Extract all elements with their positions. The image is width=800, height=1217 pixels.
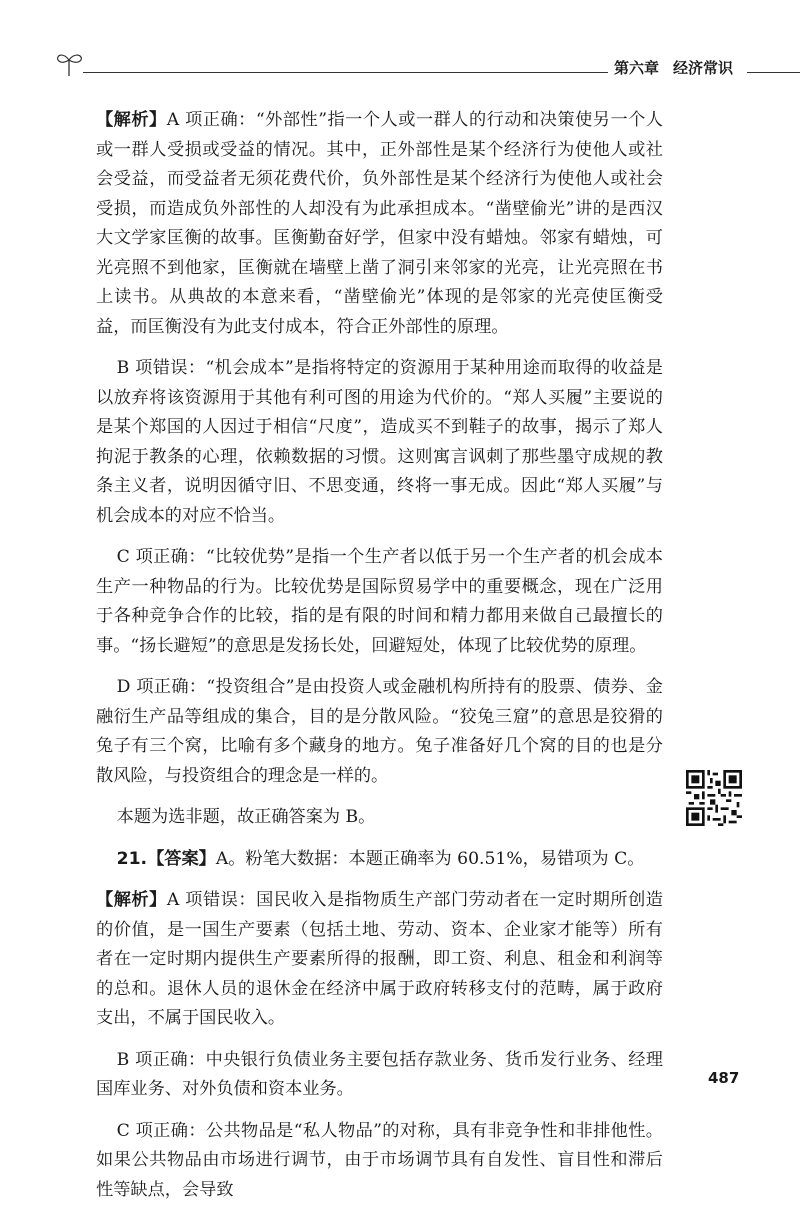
paragraph-text: A 项错误：国民收入是指物质生产部门劳动者在一定时期所创造的价值，是一国生产要素（包括土地、劳动、资本、企业家才能等）所有者在一定时期内提供生产要素所得的报酬，即工资、利息、租金和利润等的总和。退休人员的退休金在经济中属于政府转移支付的范畴，属于政府支出，不属于国民收入。 [96, 890, 663, 1028]
paragraph-text: C 项正确：公共物品是“私人物品”的对称，具有非竞争性和非排他性。如果公共物品由市场进行调节，由于市场调节具有自发性、盲目性和滞后性等缺点，会导致 [96, 1120, 663, 1200]
page-body [96, 106, 663, 1217]
analysis-tag: 【解析】 [96, 890, 167, 910]
answer-line [96, 845, 663, 875]
page-header [55, 50, 800, 90]
paragraph-text: A 项正确：“外部性”指一个人或一群人的行动和决策使另一个人或一群人受损或受益的情况。其中，正外部性是某个经济行为使他人或社会受益，而受益者无须花费代价，负外部性是某个经济行为使他人或社会受损，而造成负外部性的人却没有为此承担成本。“凿壁偷光”讲的是西汉大文学家匡衡的故事。匡衡勤奋好学，但家中没有蜡烛。邻家有蜡烛，可光亮照不到他家，匡衡就在墙壁上凿了洞引来邻家的光亮，让光亮照在书上读书。从典故的本意来看，“凿壁偷光”体现的是邻家的光亮使匡衡受益，而匡衡没有为此支付成本，符合正外部性的原理。 [96, 110, 663, 337]
paragraph-text: C 项正确：“比较优势”是指一个生产者以低于另一个生产者的机会成本生产一种物品的行为。比较优势是国际贸易学中的重要概念，现在广泛用于各种竞争合作的比较，指的是有限的时间和精力都用来做自己最擅长的事。“扬长避短”的意思是发扬长处，回避短处，体现了比较优势的原理。 [96, 547, 663, 656]
paragraph [96, 803, 663, 833]
paragraph-text: A。粉笔大数据：本题正确率为 60.51%，易错项为 C。 [215, 848, 645, 869]
header-title [608, 57, 739, 78]
chapter-label: 第六章 [614, 59, 660, 77]
header-rule-left [83, 72, 635, 73]
analysis-tag: 【解析】 [96, 110, 167, 130]
chapter-title: 经济常识 [673, 59, 734, 77]
answer-tag: 21.【答案】 [116, 848, 216, 869]
qr-code [686, 770, 742, 826]
sprout-icon [55, 50, 85, 78]
paragraph [96, 106, 663, 342]
paragraph [96, 673, 663, 791]
paragraph-text: B 项正确：中央银行负债业务主要包括存款业务、货币发行业务、经理国库业务、对外负债和资本业务。 [96, 1049, 663, 1099]
paragraph [96, 543, 663, 661]
paragraph [96, 1117, 663, 1206]
paragraph-text: B 项错误：“机会成本”是指将特定的资源用于某种用途而取得的收益是以放弃将该资源用于其他有利可图的用途为代价的。“郑人买履”主要说的是某个郑国的人因过于相信“尺度”，造成买不到鞋子的故事，揭示了郑人拘泥于教条的心理，依赖数据的习惯。这则寓言讽刺了那些墨守成规的教条主义者，说明因循守旧、不思变通，终将一事无成。因此“郑人买履”与机会成本的对应不恰当。 [96, 358, 663, 526]
paragraph [96, 1046, 663, 1105]
page-number: 487 [708, 1069, 740, 1087]
paragraph-text: D 项正确：“投资组合”是由投资人或金融机构所持有的股票、债券、金融衍生产品等组成的集合，目的是分散风险。“狡兔三窟”的意思是狡猾的兔子有三个窝，比喻有多个藏身的地方。兔子准备好几个窝的目的也是分散风险，与投资组合的理念是一样的。 [96, 677, 663, 786]
header-rule-right [747, 72, 800, 73]
paragraph [96, 886, 663, 1034]
paragraph-text: 本题为选非题，故正确答案为 B。 [116, 807, 376, 827]
paragraph [96, 354, 663, 531]
